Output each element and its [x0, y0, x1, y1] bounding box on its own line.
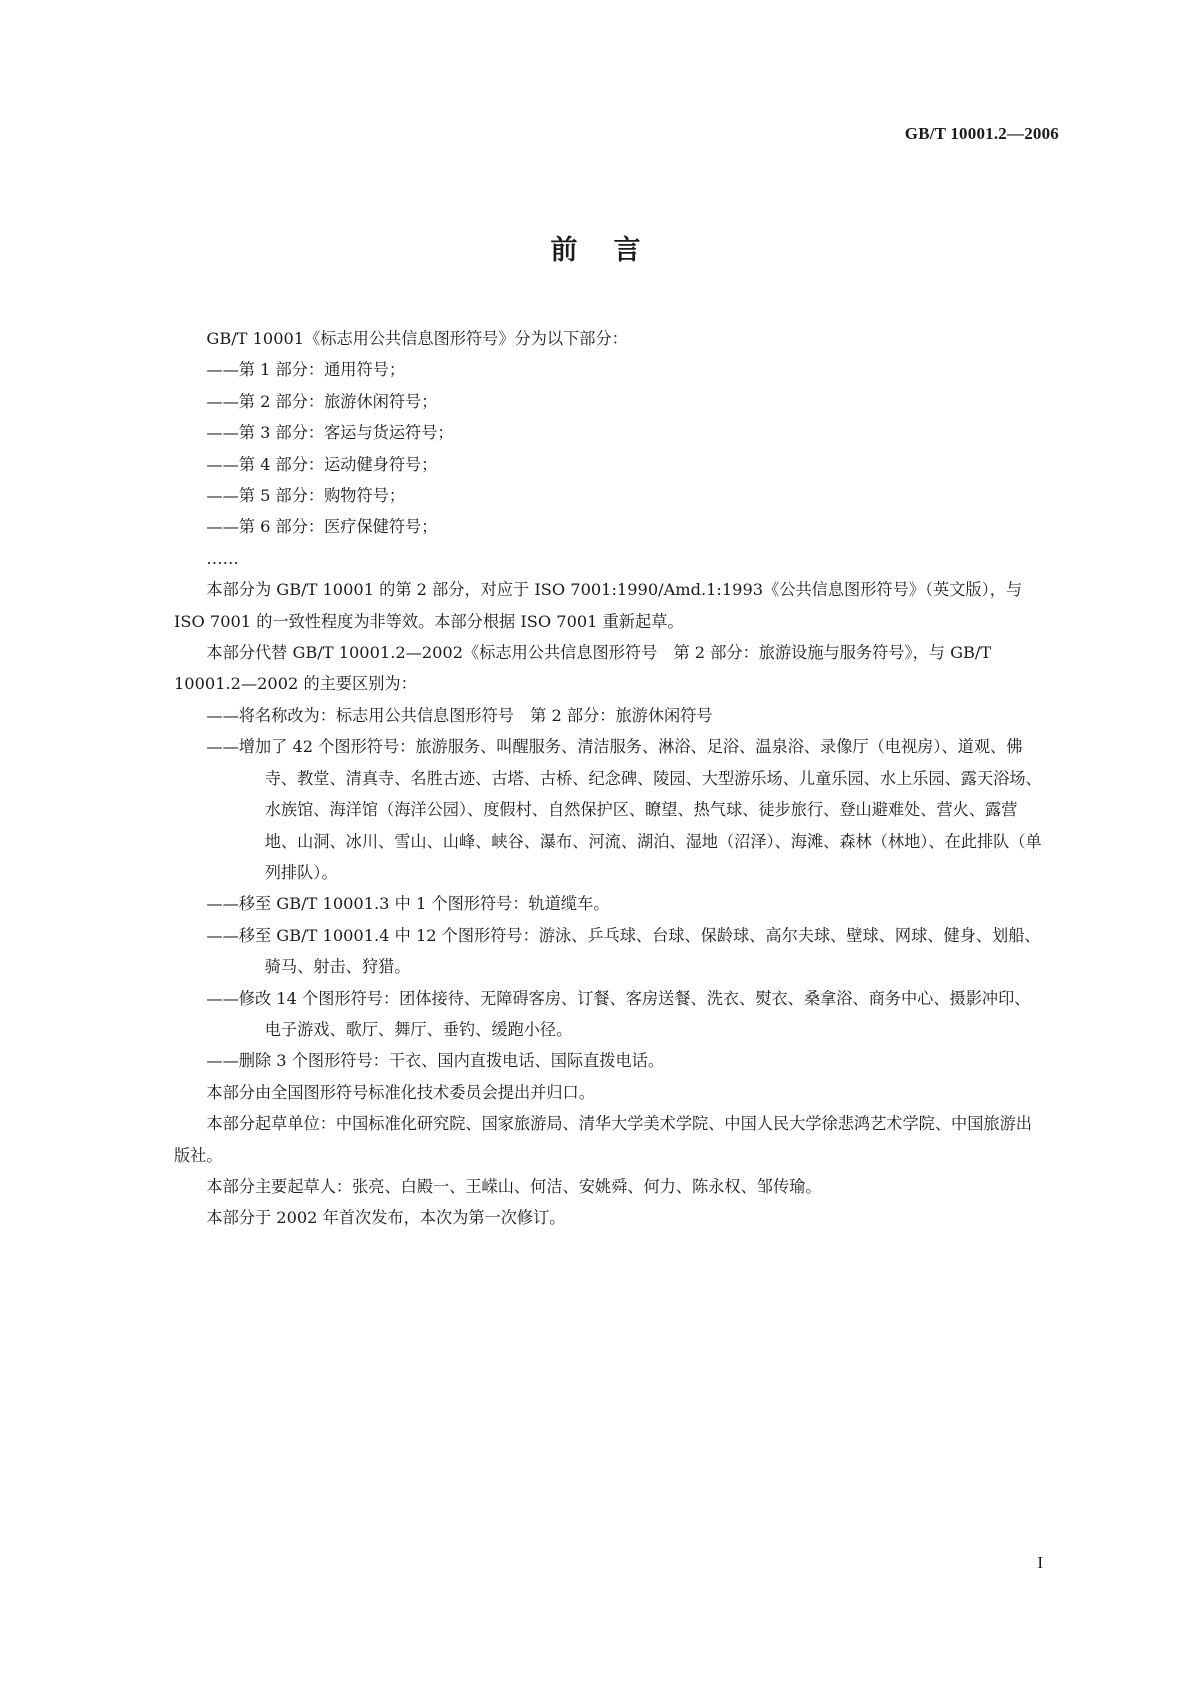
correspondence-paragraph: 本部分为 GB/T 10001 的第 2 部分，对应于 ISO 7001:1990/Amd.1:1993《公共信息图形符号》（英文版），与 ISO 7001 的一致性程度为非等效。本部分根据 ISO 7001 重新起草。: [174, 580, 1023, 631]
drafters-paragraph: 本部分主要起草人：张亮、白殿一、王嵘山、何洁、安姚舜、何力、陈永权、邹传瑜。: [206, 1176, 822, 1196]
history-paragraph: 本部分于 2002 年首次发布，本次为第一次修订。: [206, 1208, 566, 1228]
change-item: ——移至 GB/T 10001.4 中 12 个图形符号：游泳、乒乓球、台球、保龄球、高尔夫球、壁球、网球、健身、划船、骑马、射击、狩猎。: [206, 925, 1041, 977]
parts-list-item: ——第 6 部分：医疗保健符号；: [206, 517, 438, 537]
drafting-units-paragraph: 本部分起草单位：中国标准化研究院、国家旅游局、清华大学美术学院、中国人民大学徐悲鸿艺术学院、中国旅游出版社。: [174, 1114, 1032, 1165]
change-item: ——将名称改为：标志用公共信息图形符号 第 2 部分：旅游休闲符号: [206, 705, 713, 725]
parts-list-item: ——第 1 部分：通用符号；: [206, 360, 406, 380]
page-title: 前言: [550, 235, 677, 266]
change-item: ——增加了 42 个图形符号：旅游服务、叫醒服务、清洁服务、淋浴、足浴、温泉浴、录像厅（电视房）、道观、佛寺、教堂、清真寺、名胜古迹、古塔、古桥、纪念碑、陵园、大型游乐场、儿童乐园、水上乐园、露天浴场、水族馆、海洋馆（海洋公园）、度假村、自然保护区、瞭望、热气球、徒步旅行、登山避难处、营火、露营地、山洞、冰川、雪山、山峰、峡谷、瀑布、河流、湖泊、湿地（沼泽）、海滩、森林（林地）、在此排队（单列排队）。: [206, 737, 1042, 882]
page-number: I: [1037, 1553, 1043, 1572]
replaces-paragraph: 本部分代替 GB/T 10001.2—2002《标志用公共信息图形符号 第 2 部分：旅游设施与服务符号》，与 GB/T 10001.2—2002 的主要区别为：: [174, 643, 992, 694]
ellipsis: ……: [206, 548, 239, 568]
parts-list-item: ——第 4 部分：运动健身符号；: [206, 454, 438, 474]
standard-number: GB/T 10001.2—2006: [904, 124, 1059, 143]
change-item: ——移至 GB/T 10001.3 中 1 个图形符号：轨道缆车。: [206, 894, 610, 914]
foreword-body: [174, 323, 1044, 1234]
parts-list-item: ——第 3 部分：客运与货运符号；: [206, 423, 454, 443]
proposed-paragraph: 本部分由全国图形符号标准化技术委员会提出并归口。: [206, 1082, 595, 1102]
parts-intro: GB/T 10001《标志用公共信息图形符号》分为以下部分：: [206, 329, 628, 348]
change-item: ——修改 14 个图形符号：团体接待、无障碍客房、订餐、客房送餐、洗衣、熨衣、桑拿浴、商务中心、摄影冲印、电子游戏、歌厅、舞厅、垂钓、缓跑小径。: [206, 988, 1031, 1039]
change-item: ——删除 3 个图形符号：干衣、国内直拨电话、国际直拨电话。: [206, 1051, 665, 1071]
parts-list-item: ——第 5 部分：购物符号；: [206, 486, 406, 506]
parts-list-item: ——第 2 部分：旅游休闲符号；: [206, 391, 438, 411]
